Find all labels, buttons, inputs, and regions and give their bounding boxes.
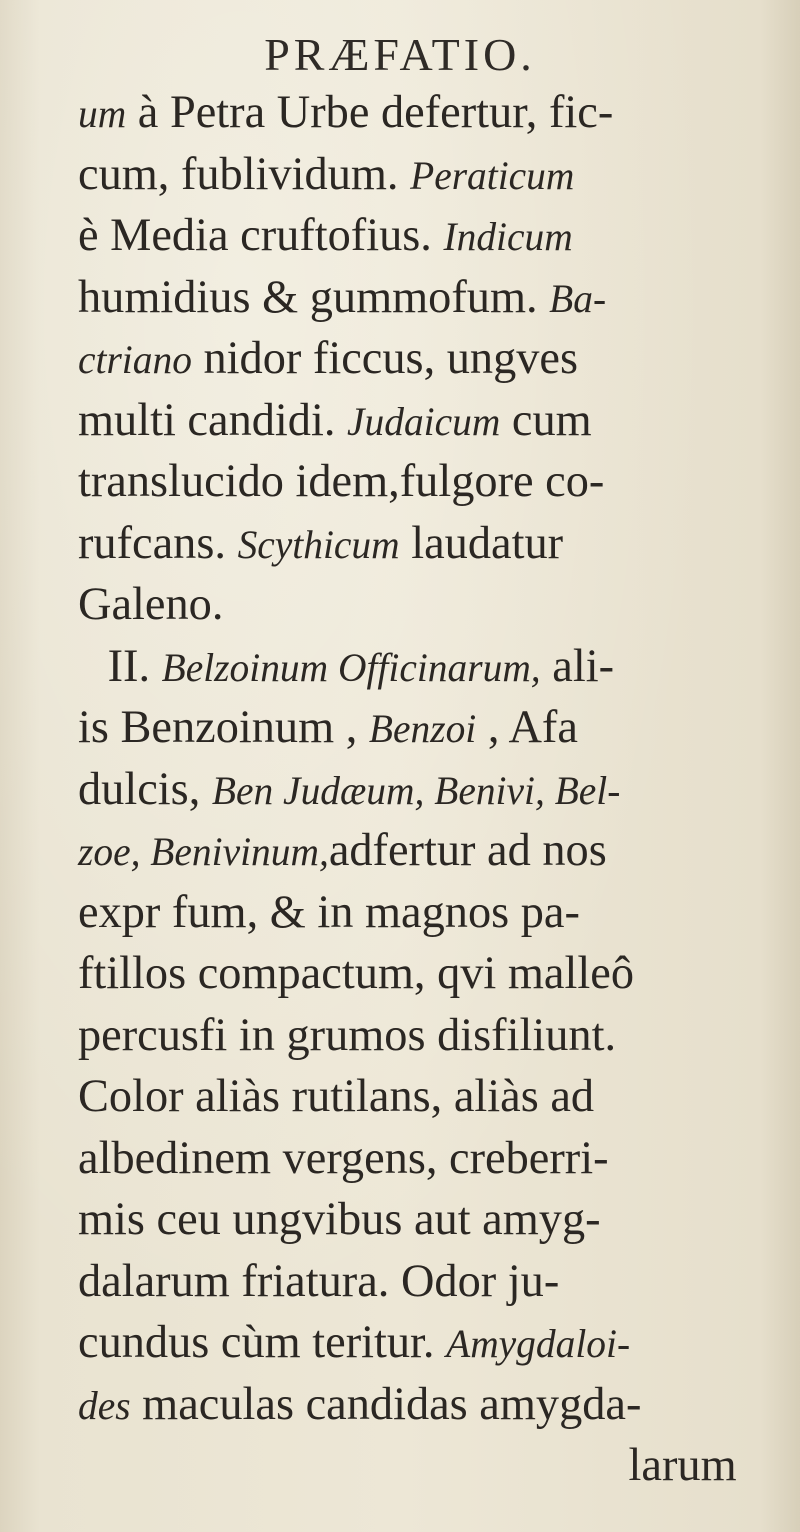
text-segment: translucido idem,fulgore co- [78, 455, 605, 507]
italic-term: um [78, 91, 127, 136]
text-line [78, 1251, 768, 1313]
italic-term: Belzoinum Officinarum, [161, 644, 541, 690]
text-segment: Color aliàs rutilans, aliàs ad [78, 1070, 595, 1122]
text-segment: rufcans. [78, 516, 238, 569]
text-segment: maculas candidas amygda- [130, 1377, 642, 1430]
italic-term: Ba- [549, 275, 607, 321]
text-line [78, 1066, 768, 1128]
text-line [78, 390, 768, 452]
text-segment: expr fum, & in magnos pa- [78, 885, 580, 938]
italic-term: Benzoi [368, 706, 477, 751]
text-line [78, 1435, 768, 1497]
italic-term: zoe, Benivinum, [78, 829, 329, 874]
italic-term: ctriano [78, 337, 192, 382]
text-segment: multi candidi. [78, 393, 348, 446]
text-segment: humidius & gummofum. [78, 270, 550, 323]
italic-term: des [78, 1382, 131, 1428]
text-segment: laudatur [399, 516, 564, 569]
text-segment: percusfi in grumos disfiliunt. [78, 1008, 617, 1061]
text-segment: albedinem vergens, creberri- [78, 1131, 609, 1184]
italic-term: Judaicum [347, 398, 501, 444]
text-line [78, 1128, 768, 1190]
text-line [78, 759, 768, 821]
text-segment: dulcis, [78, 762, 212, 815]
text-line [78, 697, 768, 759]
text-line [78, 943, 768, 1005]
italic-term: Amygdaloi- [446, 1321, 631, 1366]
text-line [78, 513, 768, 575]
text-line [78, 574, 768, 636]
text-segment: ftillos compactum, qvi malleô [78, 947, 634, 999]
text-line [78, 82, 768, 144]
text-line [78, 882, 768, 944]
text-line [78, 1005, 768, 1067]
text-segment: nidor ficcus, ungves [191, 332, 579, 384]
text-segment: à Petra Urbe defertur, fic- [126, 86, 614, 138]
text-line [78, 1189, 768, 1251]
text-line [78, 328, 768, 390]
text-line [78, 451, 768, 513]
italic-term: Scythicum [237, 521, 400, 567]
text-segment: dalarum friatura. Odor ju- [78, 1254, 560, 1307]
text-segment: cum, fublividum. [78, 147, 411, 200]
text-segment: adfertur ad nos [328, 824, 607, 876]
text-line [78, 820, 768, 882]
text-segment: mis ceu ungvibus aut amyg- [78, 1193, 601, 1245]
text-segment: cum [500, 393, 592, 446]
page-header: PRÆFATIO. [264, 29, 536, 80]
italic-term: Ben Judæum, Benivi, Bel- [211, 767, 621, 813]
text-segment: II. [107, 639, 162, 692]
text-segment: Galeno. [78, 578, 224, 630]
text-segment: è Media cruftofius. [78, 209, 444, 261]
text-segment: larum [628, 1439, 737, 1491]
text-line [78, 1374, 768, 1436]
text-line [78, 205, 768, 267]
text-line [78, 267, 768, 329]
text-segment: ali- [540, 639, 615, 692]
text-segment: , Afa [476, 701, 578, 753]
text-line [78, 144, 768, 206]
italic-term: Indicum [443, 214, 573, 259]
text-line [78, 1312, 768, 1374]
text-block [78, 82, 778, 1497]
italic-term: Peraticum [410, 152, 575, 198]
text-segment: cundus cùm teritur. [78, 1316, 447, 1368]
text-line [78, 636, 768, 698]
text-segment: is Benzoinum , [78, 701, 369, 753]
